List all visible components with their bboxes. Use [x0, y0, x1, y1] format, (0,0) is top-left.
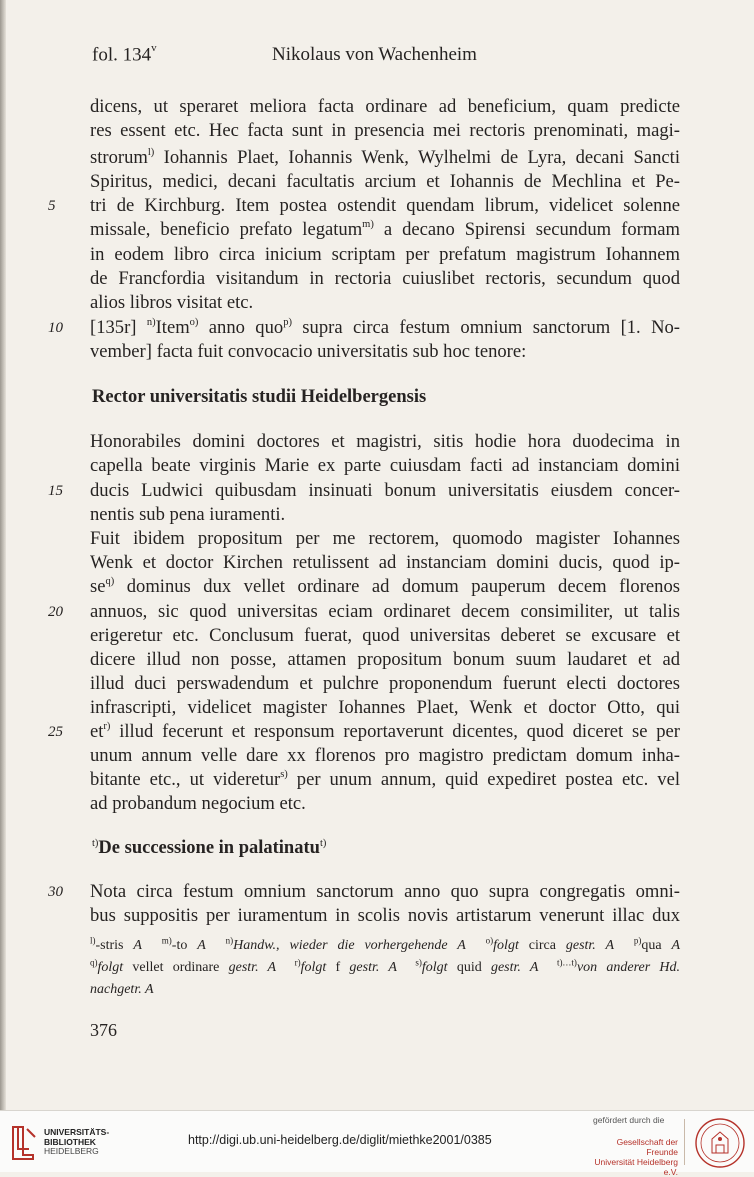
text-line: ad probandum negocium etc.	[90, 793, 306, 814]
text-line: alios libros visitat etc.	[90, 292, 254, 313]
text-line: annuos, sic quod universitas eciam ordinaret decem consimiliter, ut talis	[90, 601, 680, 622]
source-url-link[interactable]: http://digi.ub.uni-heidelberg.de/diglit/miethke2001/0385	[188, 1133, 492, 1147]
text-line: de Francfordia visitandum in rectoria cuiuslibet rectoris, secundum quod	[90, 268, 680, 289]
text-line: bus suppositis per iuramentum in scolis novis artistarum venerunt illac dux	[90, 905, 680, 926]
running-title: Nikolaus von Wachenheim	[272, 44, 477, 65]
footnote-line: $^{q)}$folgt vellet ordinare gestr. A $^{r)}$folgt f gestr. A $^{s)}$folgt quid gestr. A $^{t)\dots t)}$von anderer Hd.	[90, 957, 681, 975]
text-line: [135r] $^{n)}$Item$^{o)}$ anno quo$^{p)}$ supra circa festum omnium sanctorum [1. No-	[90, 316, 680, 338]
text-line: strorum$^{l)}$ Iohannis Plaet, Iohannis Wenk, Wylhelmi de Lyra, decani Sancti	[90, 146, 680, 168]
text-line: Nota circa festum omnium sanctorum anno quo supra congregatis omni-	[90, 881, 680, 902]
page-header	[0, 44, 754, 74]
library-name: UNIVERSITÄTS- BIBLIOTHEK HEIDELBERG	[44, 1127, 110, 1156]
line-number: 25	[48, 724, 63, 740]
text-line: Wenk et doctor Kirchen retulissent ad instanciam domini ducis, quod ip-	[90, 552, 680, 573]
text-line: infrascripti, videlicet magister Iohannes Plaet, Wenk et doctor Otto, qui	[90, 697, 680, 718]
line-number: 10	[48, 320, 63, 336]
university-seal-icon	[694, 1117, 746, 1169]
folio-label: fol. 134$^v$	[92, 42, 157, 66]
sponsor-name: Gesellschaft der Freunde Universität Heidelberg e.V.	[594, 1137, 678, 1177]
text-line: illud duci perswadendum et pulchre proponendum fuerunt electi doctores	[90, 673, 680, 694]
text-line: $se^{q)}$ dominus dux vellet ordinare ad domum pauperum decem florenos	[90, 575, 680, 597]
page-edge	[0, 0, 6, 1110]
sponsor-divider	[684, 1119, 685, 1165]
text-line: unum annum velle dare xx florenos pro magistro predictam domum inha-	[90, 745, 680, 766]
text-line: res essent etc. Hec facta sunt in presencia mei rectoris prenominati, magi-	[90, 120, 680, 141]
footnote-line: nachgetr. A	[90, 982, 154, 997]
footer-bar	[0, 1110, 754, 1177]
footnote-line: $^{l)}$-stris A $^{m)}$-to A $^{n)}$Handw., wieder die vorhergehende A $^{o)}$folgt circa gestr. A $^{p)}$qua A	[90, 935, 681, 953]
text-line: Spiritus, medici, decani facultatis arcium et Iohannis de Mechlina et Pe-	[90, 171, 680, 192]
line-number: 5	[48, 198, 56, 214]
text-line: nentis sub pena iuramenti.	[90, 504, 286, 525]
text-line: Fuit ibidem propositum per me rectorem, quomodo magister Iohannes	[90, 528, 680, 549]
text-line: dicere illud non posse, attamen propositum bonum suum laudaret et ad	[90, 649, 680, 670]
text-line: bitante etc., ut videretur$^{s)}$ per unum annum, quid expediret postea etc. vel	[90, 768, 680, 790]
library-logo-icon	[9, 1125, 37, 1161]
text-line: vember] facta fuit convocacio universitatis sub hoc tenore:	[90, 341, 527, 362]
line-number: 30	[48, 884, 63, 900]
section-heading: $^{t)}$De successione in palatinatu$^{t)}$	[92, 837, 327, 858]
text-line: missale, beneficio prefato legatum$^{m)}$ a decano Spirensi secundum formam	[90, 218, 680, 240]
text-line: dicens, ut speraret meliora facta ordinare ad beneficium, quam predicte	[90, 96, 680, 117]
text-line: Honorabiles domini doctores et magistri, sitis hodie hora duodecima in	[90, 431, 680, 452]
page-number: 376	[90, 1020, 117, 1040]
section-heading: Rector universitatis studii Heidelbergensis	[92, 387, 427, 407]
text-line: erigeretur etc. Conclusum fuerat, quod universitas deberet se excusare et	[90, 625, 680, 646]
footnote-text: von anderer Hd.	[576, 960, 681, 975]
sponsor-label: gefördert durch die	[593, 1115, 665, 1125]
text-line: ducis Ludwici quibusdam insinuati bonum universitatis eiusdem concer-	[90, 480, 680, 501]
text-line: tri de Kirchburg. Item postea ostendit quendam librum, videlicet solenne	[90, 195, 680, 216]
text-line: capella beate virginis Marie ex parte cuiusdam facti ad instanciam domini	[90, 455, 680, 476]
text-line: $et^{r)}$ illud fecerunt et responsum reportaverunt dicentes, quod diceret se per	[90, 720, 680, 742]
text-line: in eodem libro circa inicium scriptam per prefatum magistrum Iohannem	[90, 244, 680, 265]
line-number: 20	[48, 604, 63, 620]
line-number: 15	[48, 483, 63, 499]
